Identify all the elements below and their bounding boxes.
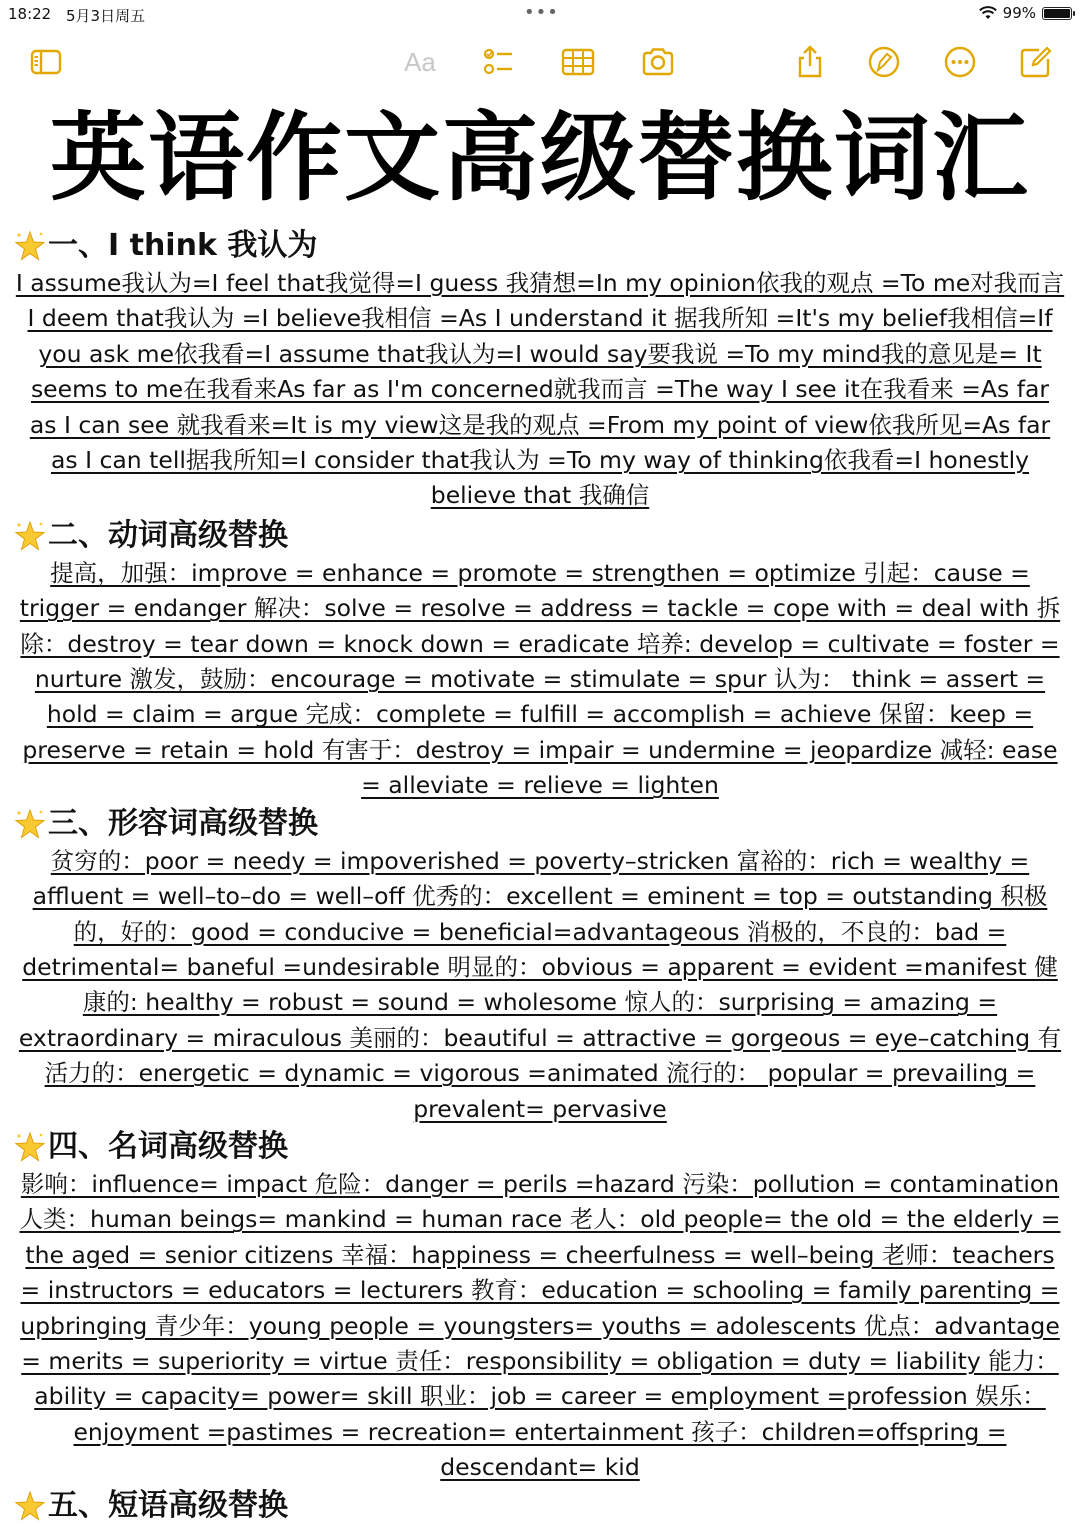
note-body[interactable] — [14, 226, 1066, 1526]
status-date: 5月3日周五 — [66, 7, 146, 25]
section-heading — [14, 1127, 1066, 1167]
section-body: 贫穷的：poor = needy = impoverished = poverty–stricken 富裕的：rich = wealthy = affluent = well–to–do = well–off 优秀的：excellent = eminent = top = outstanding 积极的，好的：good = conducive = beneficial=advantageous 消极的，不良的：bad = detrimental= baneful =undesirable 明显的：obvious = apparent = evident =manifest 健康的: healthy = robust = sound = wholesome 惊人的：surprising = amazing = extraordinary = miraculous 美丽的：beautiful = attractive = gorgeous = eye–catching 有活力的：energetic = dynamic = vigorous =animated 流行的： popular = prevailing = prevalent= pervasive — [18, 846, 1062, 1123]
sparkle-star-icon — [14, 808, 46, 840]
section-body: I assume我认为=I feel that我觉得=I guess 我猜想=In my opinion依我的观点 =To me对我而言 I deem that我认为 =I believe我相信 =As I understand it 据我所知 =It's my belief我相信=If you ask me依我看=I assume that我认为=I would say要我说 =To my mind我的意见是= It seems to me在我看来As far as I'm concerned就我而言 =The way I see it在我看来 =As far as I can see 就我看来=It is my view这是我的观点 =From my point of view依我所见=As far as I can tell据我所知=I consider that我认为 =To my way of thinking依我看=I honestly believe that 我确信 — [15, 269, 1065, 510]
wifi-icon — [979, 6, 997, 20]
share-icon[interactable] — [790, 42, 830, 82]
status-time: 18:22 — [8, 5, 52, 23]
section-heading — [14, 1486, 1066, 1526]
table-icon[interactable] — [558, 42, 598, 82]
section-body: 提高，加强：improve = enhance = promote = strengthen = optimize 引起：cause = trigger = endanger 解决：solve = resolve = address = tackle = cope with = deal with 拆除：destroy = tear down = knock down = eradicate 培养: develop = cultivate = foster = nurture 激发，鼓励：encourage = motivate = stimulate = spur 认为： think = assert = hold = claim = argue 完成：complete = fulfill = accomplish = achieve 保留：keep = preserve = retain = hold 有害于：destroy = impair = undermine = jeopardize 减轻: ease = alleviate = relieve = lighten — [19, 558, 1061, 800]
multitasking-dots-icon[interactable]: ••• — [524, 2, 559, 23]
notes-toolbar — [0, 36, 1080, 86]
status-right — [979, 4, 1072, 22]
sidebar-icon[interactable] — [26, 42, 66, 82]
note-title: 英语作文高级替换词汇 — [50, 102, 1030, 214]
sparkle-star-icon — [14, 1131, 46, 1163]
section-body: 影响：influence= impact 危险：danger = perils =hazard 污染：pollution = contamination 人类：human beings= mankind = human race 老人：old people= the old = the elderly = the aged = senior citizens 幸福：happiness = cheerfulness = well–being 老师：teachers = instructors = educators = lecturers 教育：education = schooling = family parenting = upbringing 青少年：young people = youngsters= youths = adolescents 优点：advantage = merits = superiority = virtue 责任：responsibility = obligation = duty = liability 能力：ability = capacity= power= skill 职业：job = career = employment =profession 娱乐：enjoyment =pastimes = recreation= entertainment 孩子：children=offspring = descendant= kid — [19, 1169, 1061, 1482]
section-heading — [14, 516, 1066, 556]
compose-icon[interactable] — [1016, 42, 1056, 82]
more-icon[interactable] — [940, 42, 980, 82]
section-heading-text: 一、I think 我认为 — [48, 228, 318, 263]
checklist-icon[interactable] — [478, 42, 518, 82]
status-bar — [0, 0, 1080, 28]
camera-icon[interactable] — [638, 42, 678, 82]
sparkle-star-icon — [14, 520, 46, 552]
section-heading-text: 三、形容词高级替换 — [48, 805, 318, 841]
sparkle-star-icon — [14, 230, 46, 262]
markup-icon[interactable] — [864, 42, 904, 82]
section-heading-text: 五、短语高级替换 — [48, 1487, 288, 1523]
section-heading — [14, 804, 1066, 844]
section-heading-text: 二、动词高级替换 — [48, 517, 288, 553]
battery-percent: 99% — [1002, 4, 1036, 22]
section-heading-text: 四、名词高级替换 — [48, 1128, 288, 1164]
text-format-button[interactable]: Aa — [404, 46, 436, 77]
sparkle-star-icon — [14, 1490, 46, 1522]
battery-icon — [1042, 7, 1072, 20]
battery-fill — [1044, 9, 1070, 18]
section-heading — [14, 226, 1066, 266]
